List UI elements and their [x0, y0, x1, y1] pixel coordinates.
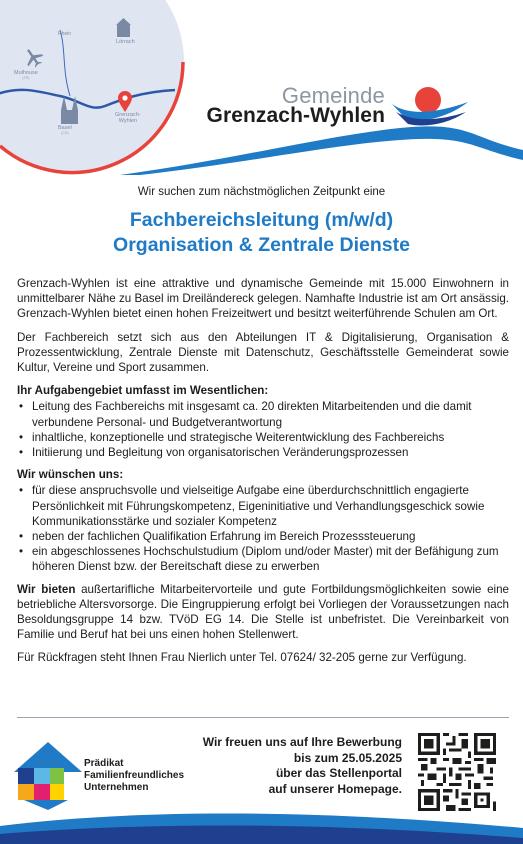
map-label-loerrach: Lörrach: [116, 39, 135, 45]
list-item: • inhaltliche, konzeptionelle und strategische Weiterentwicklung des Fachbereichs: [17, 430, 509, 445]
offer-lead: Wir bieten: [17, 582, 76, 596]
apply-line4: auf unserer Homepage.: [268, 781, 402, 796]
tasks-heading: Ihr Aufgabengebiet umfasst im Wesentlichen:: [17, 384, 269, 398]
map-circle: [0, 0, 184, 174]
logo-text-gemeinde: Gemeinde: [281, 83, 385, 108]
list-item: • ein abgeschlossenes Hochschulstudium (Diplom und/oder Master) mit der Befähigung zum höheren Dienst bzw. der Bereitschaft diese zu erwerben: [17, 544, 509, 574]
map-label-basel-name: Basel: [58, 125, 72, 131]
wishes-heading: Wir wünschen uns:: [17, 468, 124, 482]
map-label-mulhouse-country: (FR): [22, 75, 30, 80]
apply-line2: bis zum 25.05.2025: [293, 750, 402, 765]
wishes-list: [17, 483, 509, 574]
application-info: [160, 735, 402, 797]
award-line2: Familienfreundliches: [84, 770, 185, 781]
header-graphic: [0, 0, 523, 175]
map-label-rhein: Rhein: [58, 31, 72, 37]
logo-text-grenzach-wyhlen: Grenzach-Wyhlen: [206, 104, 385, 127]
list-item: • neben der fachlichen Qualifikation Erfahrung im Bereich Prozesssteuerung: [17, 529, 509, 544]
apply-line1: Wir freuen uns auf Ihre Bewerbung: [202, 735, 402, 749]
job-title-line1: Fachbereichsleitung (m/w/d): [129, 209, 394, 231]
divider: [17, 717, 509, 718]
paragraph-community: Grenzach-Wyhlen ist eine attraktive und dynamische Gemeinde mit 15.000 Einwohnern in unmittelbarer Nähe zu Basel im Dreiländereck gelegen. Namhafte Industrie ist am Ort ansässig. Grenzach-Wyhlen bietet einen hohen Freizeitwert und besitzt weiterführende Schulen am Ort.: [17, 277, 509, 321]
list-item: • Initiierung und Begleitung von organisatorischen Veränderungsprozessen: [17, 445, 509, 460]
contact-text: Für Rückfragen steht Ihnen Frau Nierlich unter Tel. 07624/ 32-205 gerne zur Verfügung.: [17, 651, 467, 665]
apply-line3: über das Stellenportal: [275, 766, 402, 780]
footer-wave: [0, 800, 523, 844]
job-description: [17, 276, 509, 666]
map-label-gw-line1: Grenzach-: [115, 112, 141, 118]
award-line1: Prädikat: [84, 758, 124, 769]
intro-text: Wir suchen zum nächstmöglichen Zeitpunkt eine: [137, 186, 386, 198]
map-label-basel-country: (CH): [61, 130, 69, 135]
map-label-gw-line2: Wyhlen: [118, 117, 137, 124]
logo-red-circle: [415, 87, 441, 113]
paragraph-offer: [17, 582, 509, 643]
job-title: [0, 208, 523, 258]
map-label-mulhouse-name: Mulhouse: [14, 70, 38, 76]
map-label-basel: [58, 126, 72, 135]
header: [0, 0, 523, 175]
offer-text: außertarifliche Mitarbeitervorteile und gute Fortbildungsmöglichkeiten sowie eine betriebliche Altersvorsorge. Die Eingruppierung erfolgt bei Vorliegen der Voraussetzungen nach Besoldungsgruppe 14 bzw. TVöD EG 14. Die Stelle ist unbefristet. Die Vereinbarkeit von Familie und Beruf hat bei uns einen hohen Stellenwert.: [17, 582, 509, 642]
award-line3: Unternehmen: [84, 782, 149, 793]
map-label-grenzach-wyhlen: [115, 113, 141, 125]
paragraph-department: Der Fachbereich setzt sich aus den Abteilungen IT & Digitalisierung, Organisation & Prozessentwicklung, Zentrale Dienste mit Datenschutz, Geschäftsstelle Gemeinderat sowie Kultur, Vereine und Sport zusammen.: [17, 330, 509, 375]
list-item: • für diese anspruchsvolle und vielseitige Aufgabe eine überdurchschnittlich engagierte Persönlichkeit mit Führungskompetenz, Eigeninitiative und Verhandlungsgeschick sowie Kommunikationsstärke und sozialer Kompetenz: [17, 483, 509, 529]
map-label-mulhouse: [14, 71, 38, 80]
tasks-list: [17, 399, 509, 460]
list-item: • Leitung des Fachbereichs mit insgesamt ca. 20 direkten Mitarbeitenden und die damit verbundene Personal- und Budgetverantwortung: [17, 399, 509, 429]
job-title-line2: Organisation & Zentrale Dienste: [113, 234, 410, 256]
